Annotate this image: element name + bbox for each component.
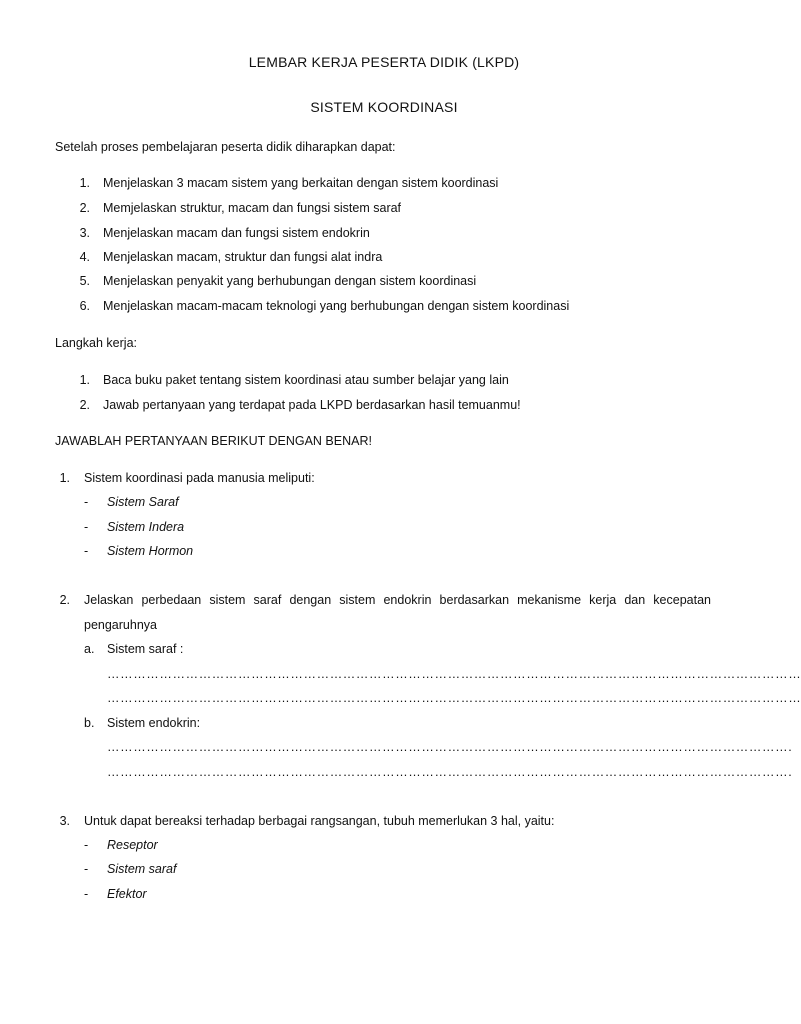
dash-bullet: - (84, 887, 89, 901)
objective-number: 2. (79, 201, 90, 215)
step-item: Baca buku paket tentang sistem koordinasi atau sumber belajar yang lain (103, 373, 509, 387)
objective-number: 4. (79, 250, 90, 264)
objective-item: Menjelaskan macam dan fungsi sistem endokrin (103, 226, 370, 240)
objective-item: Menjelaskan macam, struktur dan fungsi alat indra (103, 250, 383, 264)
question-text: Untuk dapat bereaksi terhadap berbagai rangsangan, tubuh memerlukan 3 hal, yaitu: (84, 814, 555, 828)
objective-number: 5. (79, 274, 90, 288)
dash-bullet: - (84, 838, 89, 852)
step-item: Jawab pertanyaan yang terdapat pada LKPD berdasarkan hasil temuanmu! (103, 398, 521, 412)
objective-number: 1. (79, 176, 90, 190)
step-number: 1. (79, 373, 90, 387)
answer-item: Sistem saraf (107, 862, 177, 876)
objective-item: Menjelaskan penyakit yang berhubungan dengan sistem koordinasi (103, 274, 477, 288)
answer-item: Efektor (107, 887, 147, 901)
answer-item: Reseptor (107, 838, 158, 852)
dash-bullet: - (84, 544, 89, 558)
objective-item: Menjelaskan macam-macam teknologi yang berhubungan dengan sistem koordinasi (103, 299, 570, 313)
steps-title: Langkah kerja: (55, 336, 138, 350)
sub-question: Sistem endokrin: (107, 716, 201, 730)
dash-bullet: - (84, 520, 89, 534)
objective-number: 6. (79, 299, 90, 313)
sub-question: Sistem saraf : (107, 642, 184, 656)
answer-line[interactable]: …………………………………………………………………………………………………………………………………………… (107, 691, 801, 705)
sub-label: a. (84, 642, 95, 656)
sub-label: b. (84, 716, 95, 730)
answer-line[interactable]: …………………………………………………………………………………………………………………………………………… (107, 667, 801, 681)
question-number: 3. (59, 814, 70, 828)
answer-item: Sistem Saraf (107, 495, 179, 509)
dash-bullet: - (84, 862, 89, 876)
question-text: Jelaskan perbedaan sistem saraf dengan sistem endokrin berdasarkan mekanisme kerja dan kecepatan (84, 593, 711, 607)
question-text: Sistem koordinasi pada manusia meliputi: (84, 471, 315, 485)
intro-text: Setelah proses pembelajaran peserta didik diharapkan dapat: (55, 140, 396, 154)
question-number: 2. (59, 593, 70, 607)
dash-bullet: - (84, 495, 89, 509)
answer-item: Sistem Hormon (107, 544, 194, 558)
objective-item: Menjelaskan 3 macam sistem yang berkaitan dengan sistem koordinasi (103, 176, 499, 190)
page-subtitle: SISTEM KOORDINASI (310, 99, 458, 115)
answer-line[interactable]: …………………………………………………………………………………………………………………………………………. (107, 740, 793, 754)
answer-item: Sistem Indera (107, 520, 185, 534)
objective-item: Memjelaskan struktur, macam dan fungsi sistem saraf (103, 201, 402, 215)
question-text-continued: pengaruhnya (84, 618, 157, 632)
answer-line[interactable]: …………………………………………………………………………………………………………………………………………. (107, 765, 793, 779)
objective-number: 3. (79, 226, 90, 240)
page-title: LEMBAR KERJA PESERTA DIDIK (LKPD) (248, 54, 520, 70)
question-number: 1. (59, 471, 70, 485)
step-number: 2. (79, 398, 90, 412)
instruction-heading: JAWABLAH PERTANYAAN BERIKUT DENGAN BENAR! (55, 434, 372, 448)
